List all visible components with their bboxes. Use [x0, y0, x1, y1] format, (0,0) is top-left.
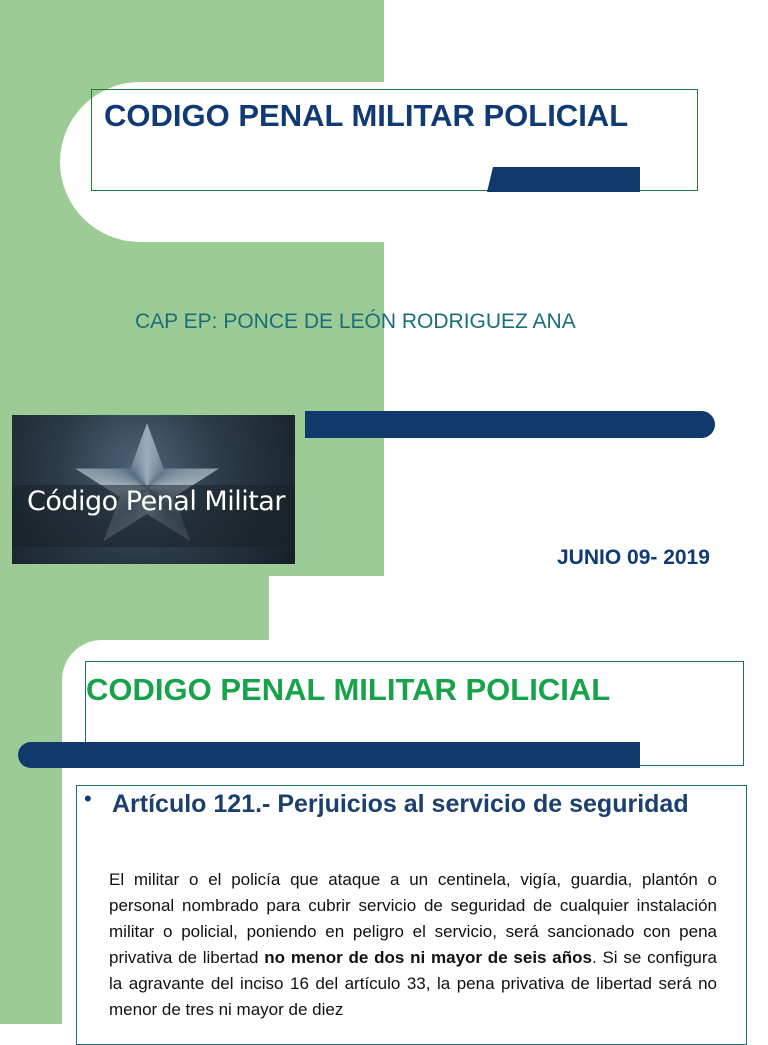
article-body-text: El militar o el policía que ataque a un centinela, vigía, guardia, plantón o personal nombrado para cubrir servicio de seguridad de cualquier instalación militar o policial, poniendo en peligro el servicio, será sancionado con pena privativa de libertad [109, 870, 717, 967]
slide2-accent-bar [18, 742, 640, 768]
slide1-author: CAP EP: PONCE DE LEÓN RODRIGUEZ ANA [135, 310, 576, 333]
slide2-title: CODIGO PENAL MILITAR POLICIAL [86, 672, 611, 707]
bullet-icon: • [84, 786, 92, 811]
article-body-emphasis: no menor de dos ni mayor de seis años [264, 948, 592, 967]
slide1-title: CODIGO PENAL MILITAR POLICIAL [104, 98, 629, 133]
code-emblem-image [12, 415, 295, 564]
article-heading: Artículo 121.- Perjuicios al servicio de seguridad [112, 790, 689, 818]
slide1-accent-bar [305, 411, 715, 438]
slide1-accent-block [487, 167, 640, 192]
image-caption: Código Penal Militar [27, 486, 285, 517]
slide1-white-area [384, 0, 768, 576]
article-body [109, 867, 717, 1023]
slide1-date: JUNIO 09- 2019 [557, 546, 710, 569]
article-body-continuation: . Si se configura la agravante del inciso 16 del artículo 33, la pena privativa de libertad será no menor de tres ni mayor de diez [109, 948, 718, 1019]
